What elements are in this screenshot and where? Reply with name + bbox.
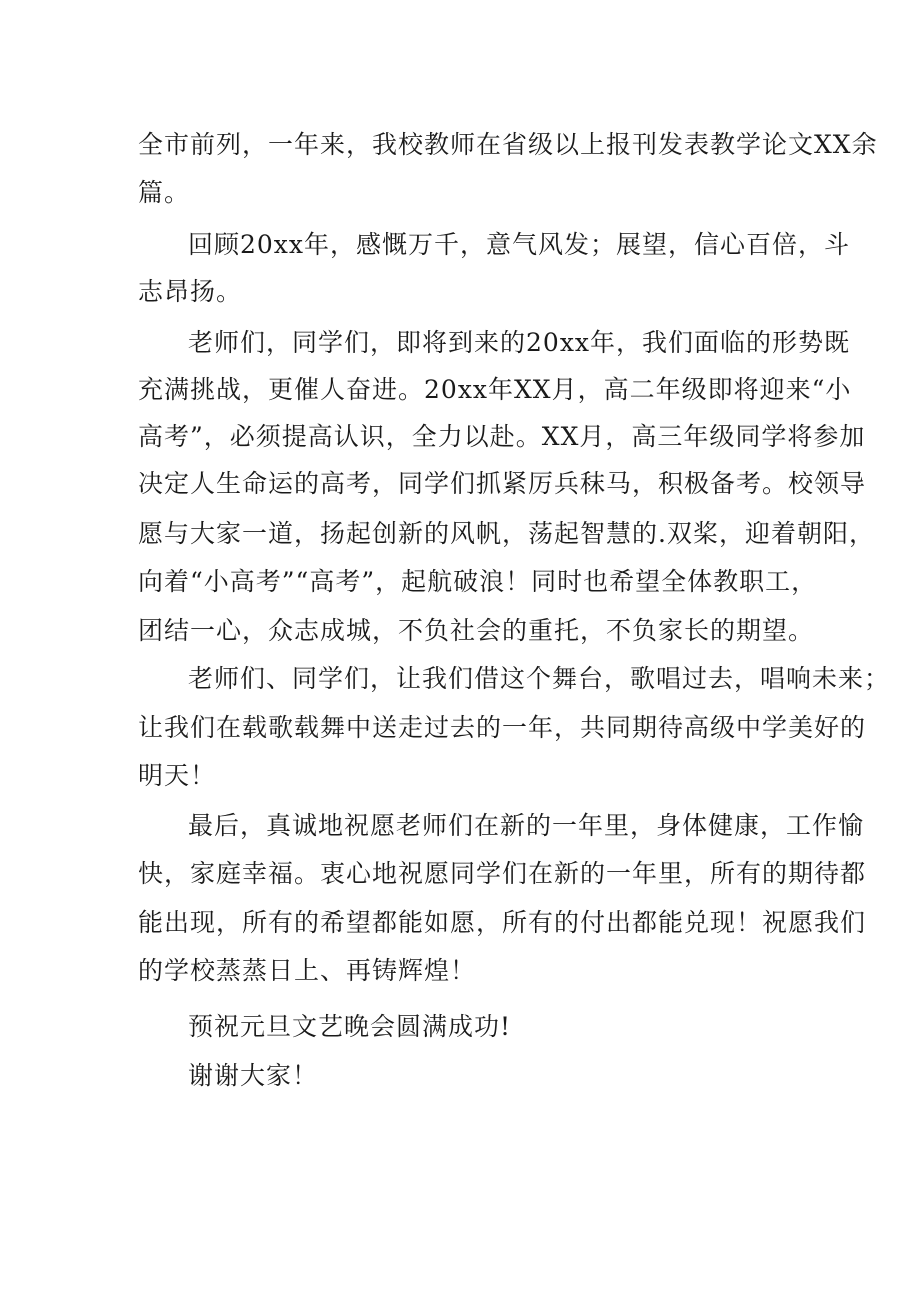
text-line: 谢谢大家！ xyxy=(188,1061,319,1090)
text-line: 能出现，所有的希望都能如愿，所有的付出都能兑现！祝愿我们 xyxy=(138,908,867,937)
text-line: 老师们、同学们，让我们借这个舞台，歌唱过去，唱响未来； xyxy=(188,664,891,693)
text-line: 充满挑战，更催人奋进。20xx年XX月，高二年级即将迎来“小 xyxy=(138,375,852,404)
text-line: 志昂扬。 xyxy=(138,277,243,306)
text-line: 全市前列，一年来，我校教师在省级以上报刊发表教学论文XX余 xyxy=(138,130,878,159)
text-line: 篇。 xyxy=(138,178,191,207)
text-line: 愿与大家一道，扬起创新的风帆，荡起智慧的.双桨，迎着朝阳， xyxy=(138,519,875,548)
text-line: 老师们，同学们，即将到来的20xx年，我们面临的形势既 xyxy=(188,328,851,357)
text-line: 的学校蒸蒸日上、再铸辉煌！ xyxy=(138,956,477,985)
text-line: 回顾20xx年，感慨万千，意气风发；展望，信心百倍，斗 xyxy=(188,230,851,259)
text-line: 预祝元旦文艺晚会圆满成功! xyxy=(188,1012,512,1041)
text-line: 团结一心，众志成城，不负社会的重托，不负家长的期望。 xyxy=(138,616,815,645)
text-line: 让我们在载歌载舞中送走过去的一年，共同期待高级中学美好的 xyxy=(138,713,867,742)
text-line: 最后，真诚地祝愿老师们在新的一年里，身体健康，工作愉 xyxy=(188,811,865,840)
text-line: 明天！ xyxy=(138,761,217,790)
text-line: 高考”，必须提高认识，全力以赴。XX月，高三年级同学将参加 xyxy=(138,422,866,451)
text-line: 快，家庭幸福。衷心地祝愿同学们在新的一年里，所有的期待都 xyxy=(138,859,867,888)
text-line: 决定人生命运的高考，同学们抓紧厉兵秣马，积极备考。校领导 xyxy=(138,469,867,498)
text-line: 向着“小高考”“高考”，起航破浪！同时也希望全体教职工， xyxy=(138,567,818,596)
